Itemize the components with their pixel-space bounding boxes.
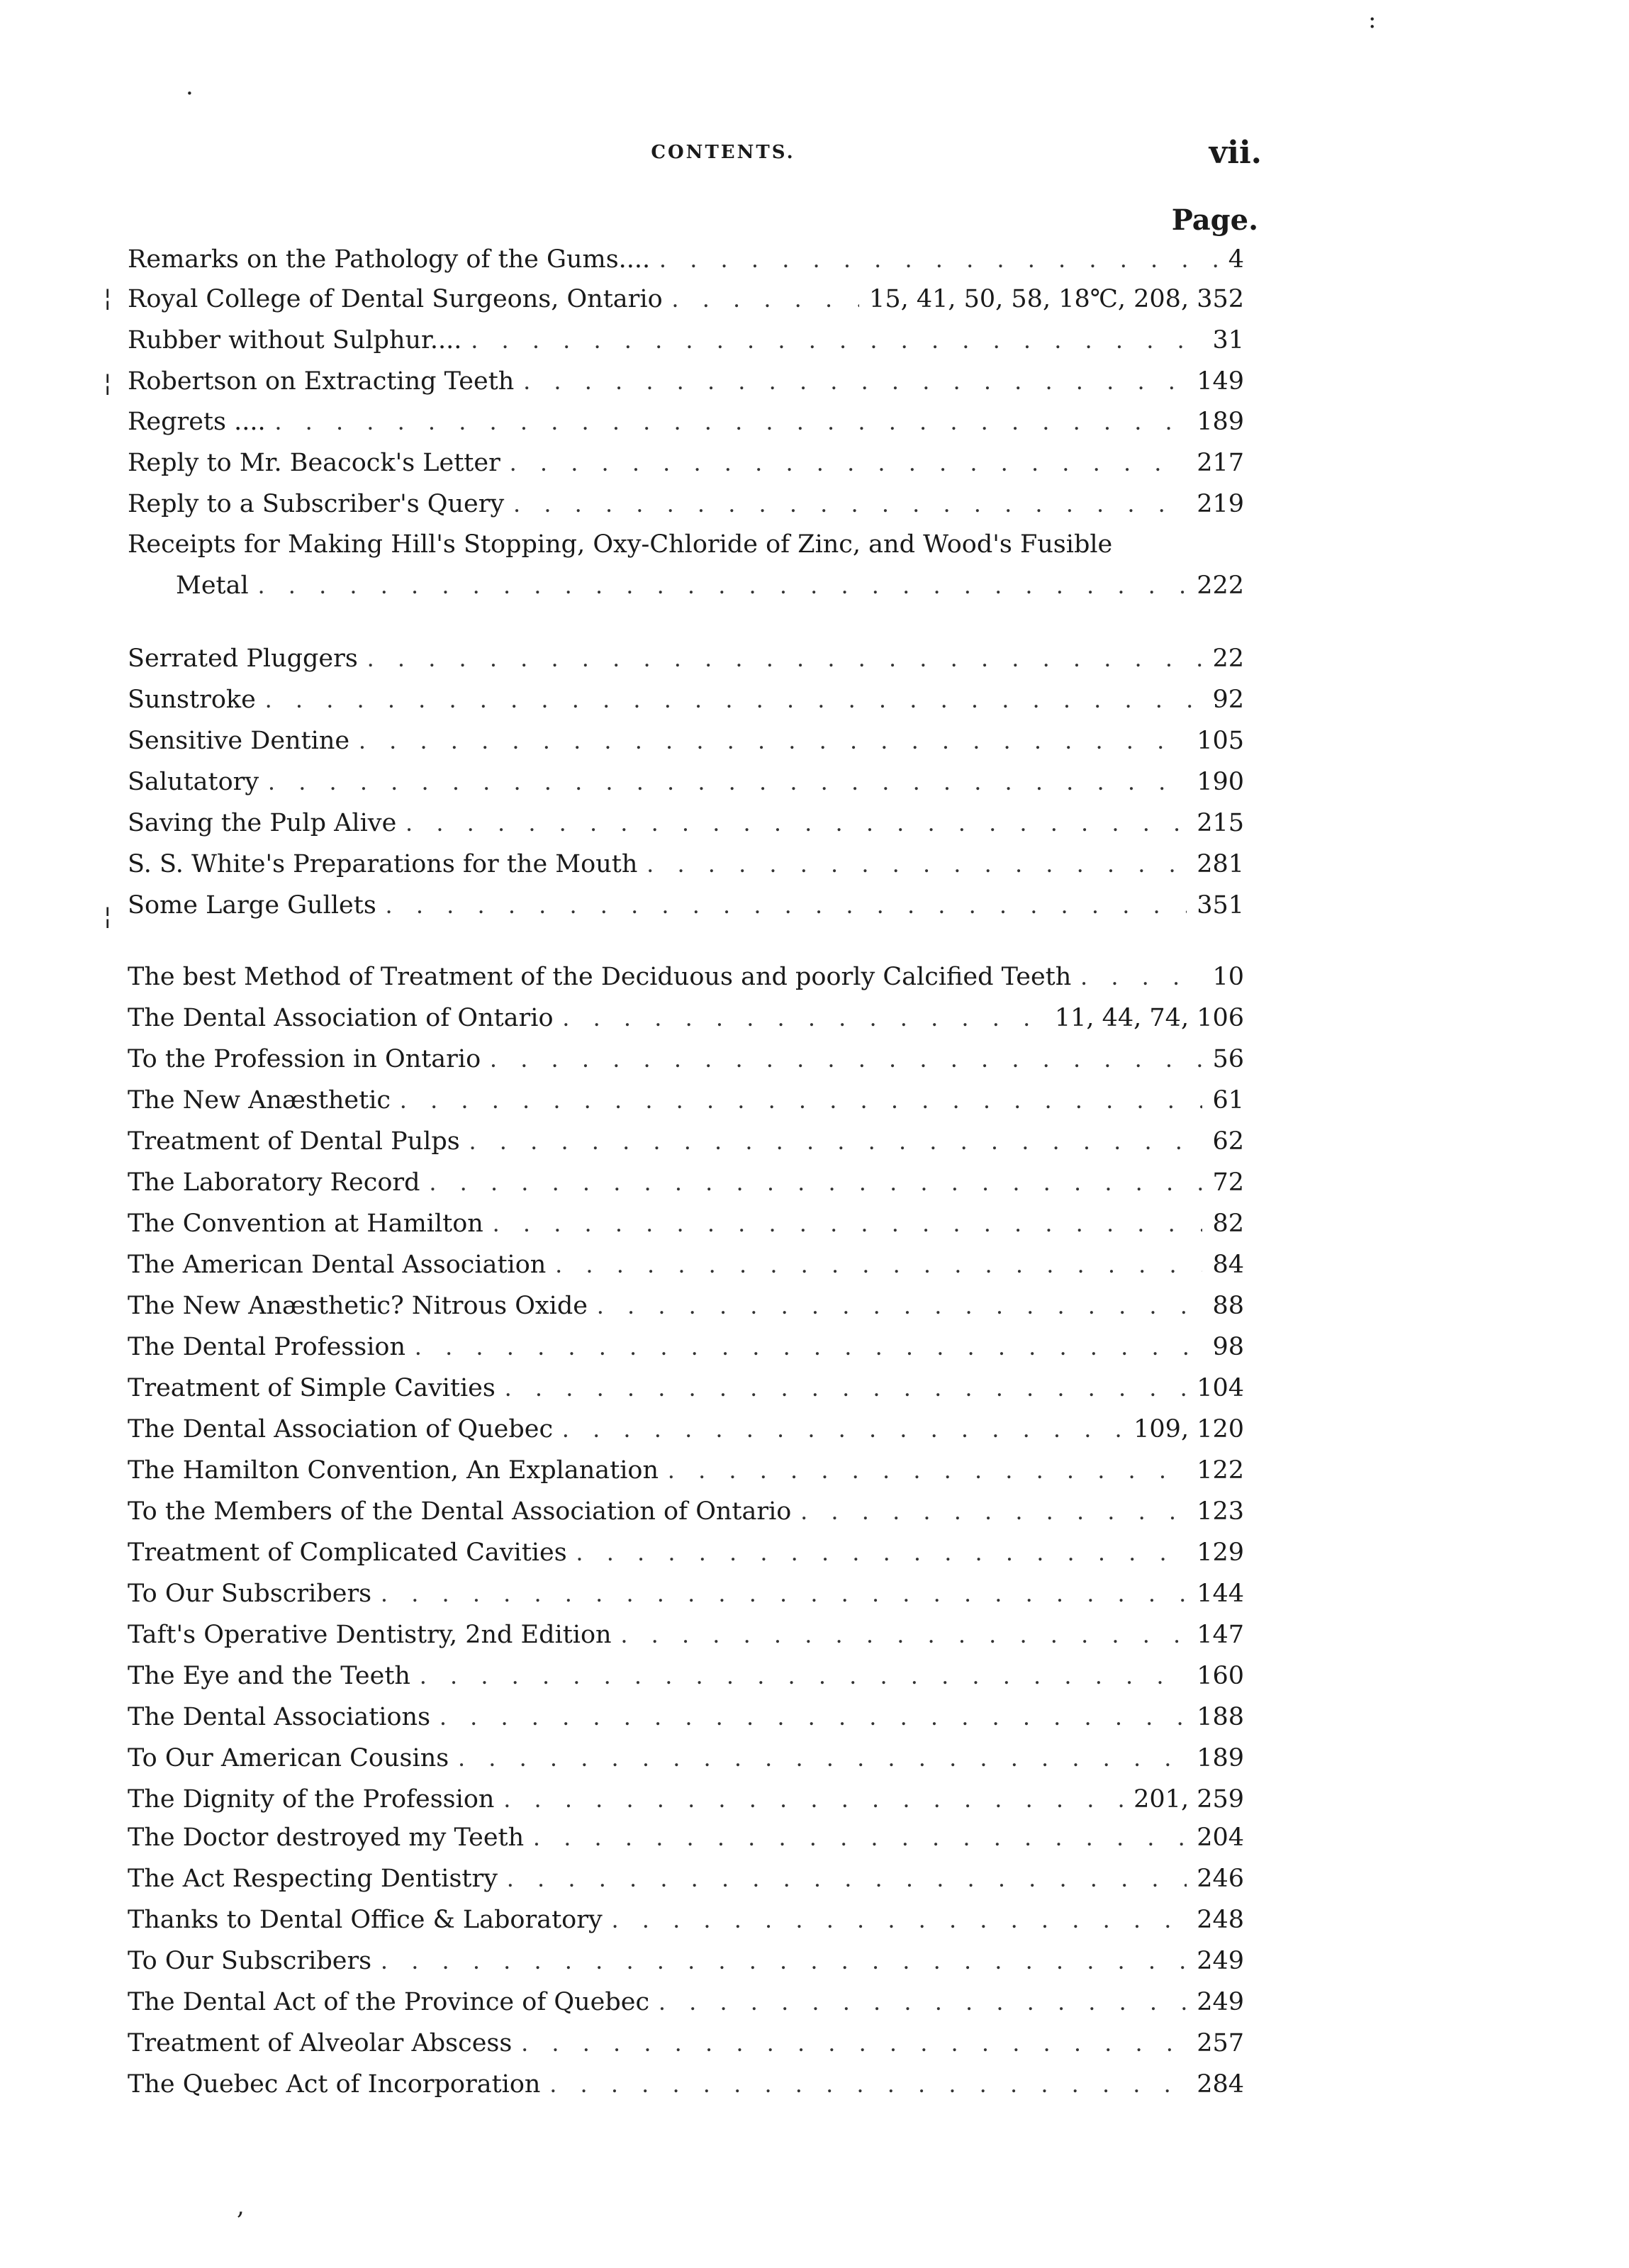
dot-leader xyxy=(368,643,1203,680)
toc-entry-pages: 72 xyxy=(1212,1168,1244,1197)
toc-entry-pages: 88 xyxy=(1212,1292,1244,1320)
toc-entry-title: The Convention at Hamilton xyxy=(128,1210,483,1238)
toc-entry xyxy=(128,1164,1244,1201)
toc-entry-pages: 123 xyxy=(1197,1497,1244,1526)
toc-entry-title: The Hamilton Convention, An Explanation xyxy=(128,1456,659,1485)
toc-entry-title: Regrets .... xyxy=(128,408,266,436)
toc-entry-pages: 82 xyxy=(1212,1210,1244,1238)
toc-entry-title: Some Large Gullets xyxy=(128,891,376,920)
toc-entry-title: The Doctor destroyed my Teeth xyxy=(128,1823,525,1852)
toc-entry xyxy=(128,567,1244,604)
toc-entry xyxy=(128,1000,1244,1037)
page-number: vii. xyxy=(1209,135,1262,171)
toc-entry-pages: 201, 259 xyxy=(1133,1785,1244,1814)
toc-entry xyxy=(128,887,1244,924)
toc-entry-pages: 248 xyxy=(1197,1906,1244,1934)
toc-entry-title: Thanks to Dental Office & Laboratory xyxy=(128,1906,603,1934)
toc-entry xyxy=(128,1901,1244,1938)
toc-entry-title: Treatment of Alveolar Abscess xyxy=(128,2029,513,2057)
toc-entry-pages: 122 xyxy=(1197,1456,1244,1485)
toc-entry xyxy=(128,805,1244,842)
toc-entry-pages: 15, 41, 50, 58, 18℃, 208, 352 xyxy=(869,285,1244,313)
toc-entry-title: The New Anæsthetic? Nitrous Oxide xyxy=(128,1292,588,1320)
toc-entry xyxy=(128,1205,1244,1242)
toc-entry-pages: 144 xyxy=(1197,1580,1244,1608)
toc-entry xyxy=(128,486,1244,523)
toc-entry xyxy=(128,1452,1244,1489)
toc-entry-pages: 84 xyxy=(1212,1251,1244,1279)
toc-entry-pages: 147 xyxy=(1197,1621,1244,1649)
dot-leader xyxy=(673,284,859,320)
toc-entry-pages: 189 xyxy=(1197,408,1244,436)
toc-entry-title: Robertson on Extracting Teeth xyxy=(128,367,515,396)
dot-leader xyxy=(415,1331,1202,1368)
toc-entry xyxy=(128,445,1244,481)
toc-entry-pages: 284 xyxy=(1197,2070,1244,2099)
toc-entry-pages: 129 xyxy=(1197,1538,1244,1567)
toc-entry-pages: 351 xyxy=(1197,891,1244,920)
toc-entry-title: The New Anæsthetic xyxy=(128,1086,391,1115)
dot-leader xyxy=(598,1290,1203,1327)
margin-tick: ¦ xyxy=(103,284,112,312)
dot-leader xyxy=(406,808,1187,844)
toc-entry-title: The Dental Act of the Province of Quebec xyxy=(128,1988,650,2016)
margin-dot: , xyxy=(237,2192,245,2220)
toc-entry-title: Sunstroke xyxy=(128,686,256,714)
toc-entry xyxy=(128,1329,1244,1365)
toc-entry xyxy=(128,1123,1244,1160)
toc-entry-title: Treatment of Dental Pulps xyxy=(128,1127,460,1156)
toc-entry-title: Treatment of Complicated Cavities xyxy=(128,1538,567,1567)
toc-entry xyxy=(128,764,1244,800)
toc-entry xyxy=(128,363,1244,400)
dot-leader xyxy=(276,406,1187,443)
toc-entry-pages: 281 xyxy=(1197,850,1244,878)
toc-entry-title: To Our American Cousins xyxy=(128,1744,449,1772)
dot-leader xyxy=(459,1743,1187,1780)
dot-leader xyxy=(386,890,1187,927)
toc-entry-pages: 217 xyxy=(1197,449,1244,477)
toc-entry xyxy=(128,1699,1244,1736)
dot-leader xyxy=(440,1702,1187,1738)
toc-entry xyxy=(128,1984,1244,2021)
toc-entry xyxy=(128,1781,1244,1818)
toc-entry-title: The Dental Association of Quebec xyxy=(128,1415,554,1443)
toc-entry-title: Treatment of Simple Cavities xyxy=(128,1374,496,1402)
toc-entry-title: Sensitive Dentine xyxy=(128,727,350,755)
toc-entry-pages: 257 xyxy=(1197,2029,1244,2057)
toc-entry-title: To the Profession in Ontario xyxy=(128,1045,481,1073)
toc-entry-title: To Our Subscribers xyxy=(128,1580,372,1608)
margin-dot: · xyxy=(186,79,194,108)
toc-entry-title: The Laboratory Record xyxy=(128,1168,420,1197)
running-title: CONTENTS. xyxy=(651,142,795,163)
toc-entry-pages: 11, 44, 74, 106 xyxy=(1054,1004,1244,1032)
toc-entry xyxy=(128,1860,1244,1897)
dot-leader xyxy=(269,766,1187,803)
toc-entry xyxy=(128,2025,1244,2062)
toc-entry xyxy=(128,1819,1244,1856)
dot-leader xyxy=(504,1784,1124,1821)
dot-leader xyxy=(556,1249,1202,1286)
dot-leader xyxy=(524,366,1187,403)
toc-entry-title: The Dignity of the Profession xyxy=(128,1785,495,1814)
dot-leader xyxy=(259,570,1187,607)
dot-leader xyxy=(505,1373,1187,1409)
toc-entry xyxy=(128,1740,1244,1777)
dot-leader xyxy=(508,1863,1187,1900)
toc-entry-title: The Dental Association of Ontario xyxy=(128,1004,554,1032)
toc-entry xyxy=(128,2066,1244,2103)
toc-entry xyxy=(128,526,1244,563)
toc-entry-pages: 105 xyxy=(1197,727,1244,755)
margin-tick: ¦ xyxy=(103,369,112,397)
toc-entry-pages: 246 xyxy=(1197,1865,1244,1893)
dot-leader xyxy=(612,1904,1187,1941)
dot-leader xyxy=(471,325,1202,362)
dot-leader xyxy=(660,244,1219,281)
dot-leader xyxy=(647,849,1187,886)
toc-entry xyxy=(128,1534,1244,1571)
margin-dot: : xyxy=(1368,6,1377,34)
toc-entry-title: The American Dental Association xyxy=(128,1251,547,1279)
toc-entry-pages: 31 xyxy=(1212,326,1244,354)
toc-entry xyxy=(128,1411,1244,1448)
toc-entry xyxy=(128,722,1244,759)
dot-leader xyxy=(381,1945,1187,1982)
dot-leader xyxy=(493,1208,1203,1245)
dot-leader xyxy=(359,725,1187,762)
toc-entry-title: Salutatory xyxy=(128,768,259,796)
dot-leader xyxy=(470,1126,1203,1163)
dot-leader xyxy=(430,1167,1203,1204)
toc-entry-title: The Eye and the Teeth xyxy=(128,1662,410,1690)
toc-entry-title: Reply to Mr. Beacock's Letter xyxy=(128,449,500,477)
toc-entry-title: Royal College of Dental Surgeons, Ontario xyxy=(128,285,663,313)
toc-entry-title: The best Method of Treatment of the Deciduous and poorly Calcified Teeth xyxy=(128,963,1072,991)
toc-entry-title: The Dental Profession xyxy=(128,1333,406,1361)
toc-entry xyxy=(128,1370,1244,1407)
dot-leader xyxy=(1081,961,1202,998)
toc-entry-title: S. S. White's Preparations for the Mouth xyxy=(128,850,638,878)
page-column-label: Page. xyxy=(1171,203,1258,237)
toc-entry xyxy=(128,1658,1244,1694)
toc-entry-pages: 249 xyxy=(1197,1947,1244,1975)
toc-entry-pages: 188 xyxy=(1197,1703,1244,1731)
toc-entry-pages: 22 xyxy=(1212,644,1244,673)
toc-entry xyxy=(128,241,1244,278)
margin-tick: ¦ xyxy=(103,902,112,930)
toc-entry-pages: 215 xyxy=(1197,809,1244,837)
toc-entry-pages: 61 xyxy=(1212,1086,1244,1115)
dot-leader xyxy=(550,2069,1187,2106)
dot-leader xyxy=(401,1085,1202,1122)
dot-leader xyxy=(563,1414,1124,1451)
dot-leader xyxy=(514,488,1187,525)
toc-entry xyxy=(128,1943,1244,1979)
toc-entry-title: Serrated Pluggers xyxy=(128,644,358,673)
toc-entry-pages: 98 xyxy=(1212,1333,1244,1361)
toc-entry xyxy=(128,322,1244,359)
dot-leader xyxy=(420,1660,1187,1697)
dot-leader xyxy=(266,684,1203,721)
toc-entry xyxy=(128,846,1244,883)
toc-entry-pages: 160 xyxy=(1197,1662,1244,1690)
toc-entry-pages: 190 xyxy=(1197,768,1244,796)
toc-entry-pages: 249 xyxy=(1197,1988,1244,2016)
toc-entry-title: The Quebec Act of Incorporation xyxy=(128,2070,541,2099)
toc-entry-pages: 62 xyxy=(1212,1127,1244,1156)
toc-entry-pages: 204 xyxy=(1197,1823,1244,1852)
toc-entry xyxy=(128,403,1244,440)
toc-entry-pages: 189 xyxy=(1197,1744,1244,1772)
toc-entry-pages: 10 xyxy=(1212,963,1244,991)
dot-leader xyxy=(534,1822,1187,1859)
dot-leader xyxy=(659,1987,1187,2023)
toc-entry-title: The Dental Associations xyxy=(128,1703,431,1731)
toc-entry-pages: 219 xyxy=(1197,490,1244,518)
toc-entry-pages: 4 xyxy=(1228,245,1244,274)
toc-entry xyxy=(128,281,1244,318)
toc-entry xyxy=(128,1575,1244,1612)
toc-entry-title: Remarks on the Pathology of the Gums.... xyxy=(128,245,651,274)
toc-entry-title: Metal xyxy=(176,571,249,600)
dot-leader xyxy=(491,1044,1202,1080)
toc-entry-title: To Our Subscribers xyxy=(128,1947,372,1975)
toc-entry-title: Receipts for Making Hill's Stopping, Oxy-Chloride of Zinc, and Wood's Fusible xyxy=(128,530,1113,559)
toc-entry xyxy=(128,1041,1244,1078)
toc-entry-title: The Act Respecting Dentistry xyxy=(128,1865,498,1893)
dot-leader xyxy=(801,1496,1187,1533)
dot-leader xyxy=(522,2028,1187,2065)
toc-entry xyxy=(128,1082,1244,1119)
toc-entry-title: Saving the Pulp Alive xyxy=(128,809,397,837)
toc-entry xyxy=(128,681,1244,718)
toc-entry-title: To the Members of the Dental Association of Ontario xyxy=(128,1497,792,1526)
dot-leader xyxy=(622,1619,1187,1656)
toc-entry xyxy=(128,1246,1244,1283)
toc-entry-pages: 92 xyxy=(1212,686,1244,714)
toc-entry-pages: 109, 120 xyxy=(1133,1415,1244,1443)
toc-entry-pages: 149 xyxy=(1197,367,1244,396)
dot-leader xyxy=(577,1537,1187,1574)
dot-leader xyxy=(668,1455,1187,1492)
dot-leader xyxy=(510,447,1187,484)
toc-entry-title: Taft's Operative Dentistry, 2nd Edition xyxy=(128,1621,612,1649)
dot-leader xyxy=(381,1578,1187,1615)
toc-entry-pages: 104 xyxy=(1197,1374,1244,1402)
toc-entry-title: Rubber without Sulphur.... xyxy=(128,326,462,354)
toc-entry xyxy=(128,1287,1244,1324)
toc-entry-title: Reply to a Subscriber's Query xyxy=(128,490,505,518)
toc-entry xyxy=(128,1616,1244,1653)
toc-entry xyxy=(128,640,1244,677)
toc-entry-pages: 222 xyxy=(1197,571,1244,600)
toc-entry xyxy=(128,1493,1244,1530)
toc-entry-pages: 56 xyxy=(1212,1045,1244,1073)
dot-leader xyxy=(564,1002,1045,1039)
toc-entry xyxy=(128,959,1244,995)
